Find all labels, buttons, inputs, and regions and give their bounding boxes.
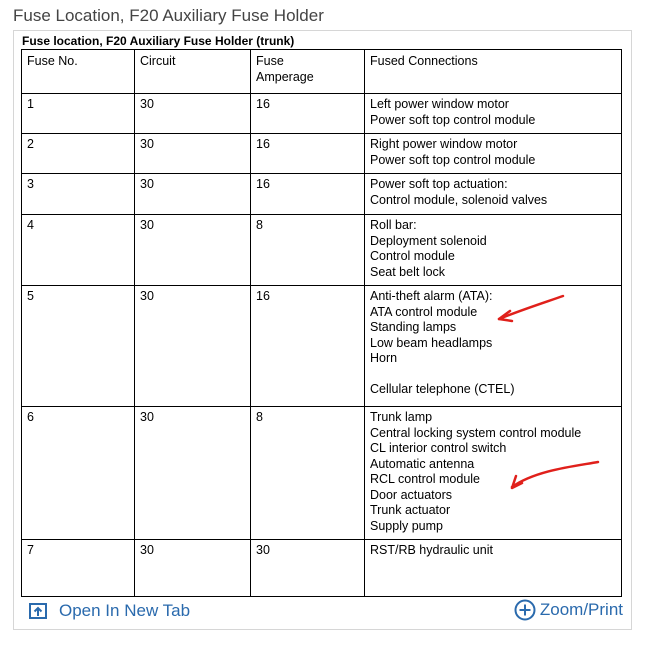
table-row	[22, 94, 622, 134]
connection-line: Trunk actuator	[370, 503, 451, 517]
connection-line: Low beam headlamps	[370, 335, 493, 350]
table-row	[22, 174, 622, 215]
amperage-cell: 16	[251, 94, 365, 134]
circuit-cell: 30	[135, 94, 251, 134]
open-new-tab-icon	[29, 603, 47, 619]
zoom-plus-icon	[514, 599, 536, 621]
amperage-cell: 16	[251, 286, 365, 407]
amperage-cell: 16	[251, 174, 365, 215]
connection-line: Power soft top control module	[370, 152, 536, 167]
connection-line: RCL control module	[370, 472, 481, 486]
column-header-fuse-no: Fuse No.	[22, 50, 135, 94]
page-title: Fuse Location, F20 Auxiliary Fuse Holder	[13, 6, 324, 25]
connection-line: Seat belt lock	[370, 264, 446, 279]
connection-line	[370, 367, 616, 383]
table-row	[22, 134, 622, 174]
table-row	[22, 540, 622, 597]
connection-line: Door actuators	[370, 487, 452, 502]
fuse-number-cell: 6	[22, 407, 135, 540]
zoom-print-label: Zoom/Print	[539, 600, 623, 619]
circuit-cell: 30	[135, 134, 251, 174]
fused-connections-cell	[365, 134, 622, 174]
amperage-cell: 30	[251, 540, 365, 597]
fused-connections-cell	[365, 215, 622, 286]
open-in-new-tab-link[interactable]	[29, 601, 190, 621]
footer-bar	[14, 597, 631, 629]
circuit-cell: 30	[135, 540, 251, 597]
fuse-document	[16, 32, 628, 592]
fuse-table	[21, 49, 622, 597]
column-header-connections: Fused Connections	[365, 50, 622, 94]
fused-connections-cell	[365, 540, 622, 597]
document-frame	[13, 30, 632, 630]
connection-line: CL interior control switch	[370, 441, 507, 455]
zoom-print-link[interactable]	[514, 599, 623, 621]
fused-connections-cell	[365, 286, 622, 407]
circuit-cell: 30	[135, 286, 251, 407]
connection-line: Deployment solenoid	[370, 233, 487, 248]
connection-line: Control module, solenoid valves	[370, 192, 548, 207]
connection-line: Supply pump	[370, 518, 443, 533]
connection-line: ATA control module	[370, 304, 478, 319]
fuse-number-cell: 5	[22, 286, 135, 407]
table-row	[22, 286, 622, 407]
open-in-new-tab-label: Open In New Tab	[59, 601, 191, 620]
fuse-number-cell: 3	[22, 174, 135, 215]
connection-line: Trunk lamp	[370, 410, 433, 424]
connection-line: Control module	[370, 249, 455, 263]
fuse-number-cell: 1	[22, 94, 135, 134]
connection-line: Horn	[370, 351, 398, 365]
column-header-circuit: Circuit	[135, 50, 251, 94]
connection-line: Power soft top control module	[370, 112, 536, 127]
table-header-row	[22, 50, 622, 94]
fused-connections-cell	[365, 94, 622, 134]
fuse-number-cell: 4	[22, 215, 135, 286]
circuit-cell: 30	[135, 407, 251, 540]
table-row	[22, 215, 622, 286]
connection-line: Central locking system control module	[370, 425, 582, 440]
circuit-cell: 30	[135, 215, 251, 286]
fused-connections-cell	[365, 174, 622, 215]
column-header-amperage: Fuse Amperage	[251, 50, 365, 94]
amperage-cell: 8	[251, 215, 365, 286]
connection-line: Left power window motor	[370, 97, 509, 111]
amperage-cell: 16	[251, 134, 365, 174]
connection-line: Anti-theft alarm (ATA):	[370, 289, 493, 303]
table-caption: Fuse location, F20 Auxiliary Fuse Holder (trunk)	[22, 34, 295, 48]
connection-line: Cellular telephone (CTEL)	[370, 382, 515, 396]
amperage-cell: 8	[251, 407, 365, 540]
fuse-number-cell: 7	[22, 540, 135, 597]
connection-line: Roll bar:	[370, 218, 417, 232]
connection-line: Automatic antenna	[370, 456, 475, 471]
fuse-number-cell: 2	[22, 134, 135, 174]
table-row	[22, 407, 622, 540]
fused-connections-cell	[365, 407, 622, 540]
circuit-cell: 30	[135, 174, 251, 215]
connection-line: RST/RB hydraulic unit	[370, 543, 493, 557]
connection-line: Power soft top actuation:	[370, 177, 508, 191]
connection-line: Right power window motor	[370, 137, 518, 151]
connection-line: Standing lamps	[370, 320, 457, 334]
